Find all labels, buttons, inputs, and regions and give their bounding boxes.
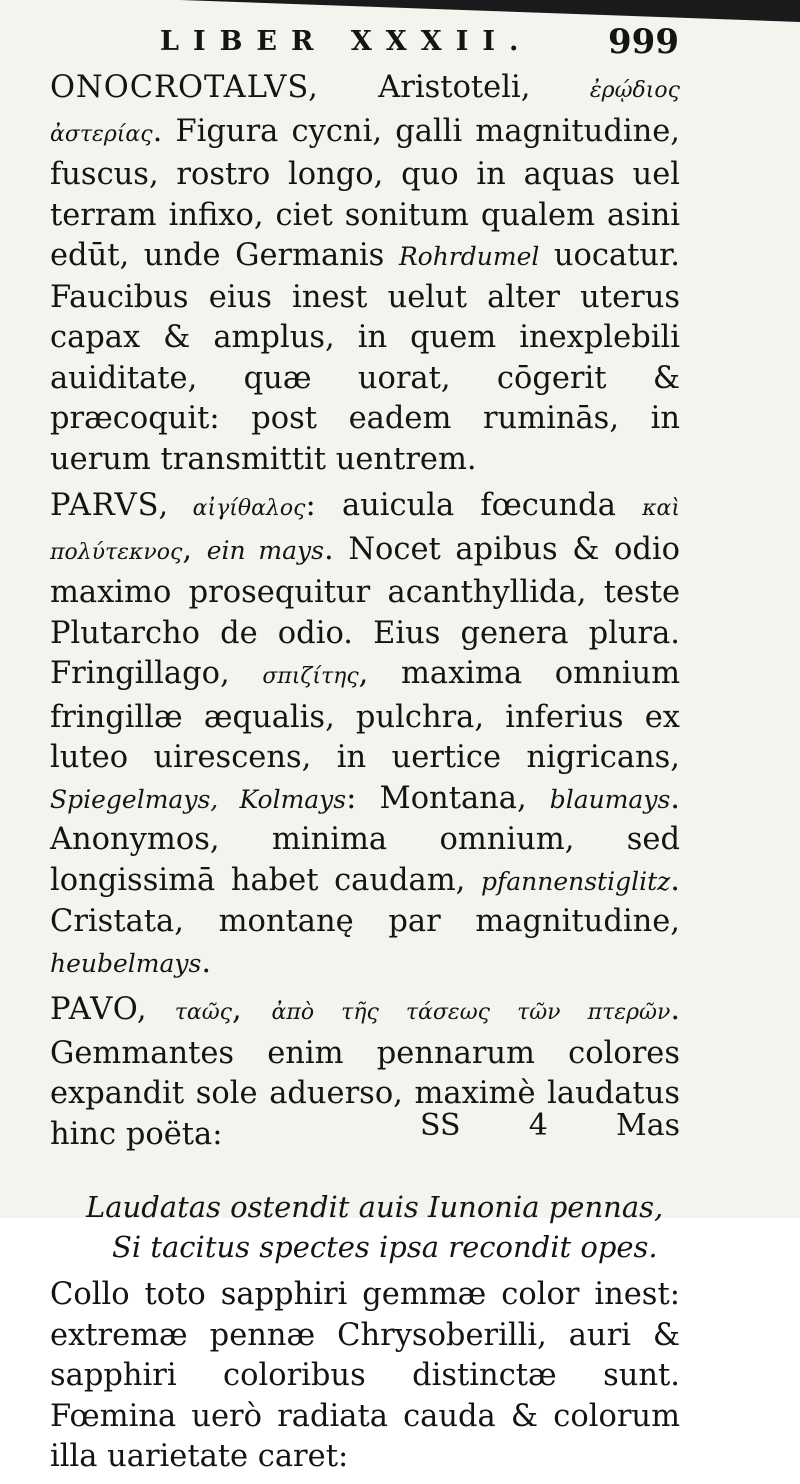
text-run: : auicula fœcunda	[305, 488, 643, 523]
verse-line: Si tacitus spectes ipsa recondit opes.	[112, 1230, 658, 1264]
running-title: LIBER XXXII.	[160, 26, 533, 57]
text-run: Aristoteli,	[318, 70, 590, 105]
main-text	[50, 68, 680, 1484]
vernacular-term: Rohrdumel	[398, 242, 540, 271]
entry-parus	[50, 486, 680, 984]
entry-pavo-continued	[50, 1275, 680, 1478]
lemma-parus: PARVS,	[50, 488, 170, 523]
page-footer	[420, 1108, 680, 1143]
lemma-onocrotalus: ONOCROTALVS,	[50, 70, 319, 105]
greek-term: ἀπὸ τῆς τάσεως τῶν πτερῶν	[271, 1000, 671, 1025]
greek-term: ταῶς	[147, 1000, 233, 1025]
text-run: . Nocet apibus & odio maximo prosequitur acanthyllida, teste Plutarcho de odio. Eius genera plura. Fringillago,	[50, 531, 681, 691]
text-run: .	[201, 944, 212, 980]
text-run: ,	[182, 531, 207, 567]
text-run: , maxima omnium fringillæ æqualis, pulchra, inferius ex luteo uirescens, in uertice nigricans,	[50, 656, 681, 775]
greek-term: καὶ πολύτεκνος	[50, 496, 680, 565]
greek-term: ἐρῴδιος ἀστερίας	[50, 78, 680, 147]
text-run: ,	[232, 992, 272, 1027]
scan-shadow	[180, 0, 800, 22]
catchword: Mas	[615, 1108, 680, 1143]
text-run: : Montana,	[346, 780, 550, 816]
verse-quotation	[86, 1187, 680, 1267]
greek-term: αἰγίθαλος	[169, 496, 306, 521]
text-run: . Cristata, montanę par magnitudine,	[50, 862, 680, 939]
verse-line: Laudatas ostendit auis Iunonia pennas,	[86, 1190, 664, 1224]
page-number: 999	[608, 22, 679, 62]
vernacular-term: pfannenstiglitz	[480, 866, 671, 896]
vernacular-term: ein mays	[206, 535, 325, 565]
text-run: Collo toto sapphiri gemmæ color inest: extremæ pennæ Chrysoberilli, auri & sapphiri coloribus distinctæ sunt. Fœmina uerò radiata cauda & colorum illa uarietate caret:	[50, 1277, 680, 1474]
vernacular-term: heubelmays	[50, 948, 202, 978]
text-run: uocatur. Faucibus eius inest uelut alter uterus capax & amplus, in quem inexplebili auiditate, quæ uorat, cōgerit & præcoquit: post eadem ruminās, in uerum transmittit uentrem.	[50, 238, 681, 477]
vernacular-term: Spiegelmays, Kolmays	[50, 784, 347, 814]
vernacular-term: blaumays	[549, 784, 671, 814]
text-run: . Gemmantes enim pennarum colores expandit sole aduerso, maximè laudatus hinc poëta:	[50, 992, 681, 1152]
text-run: . Anonymos, minima omnium, sed longissimā habet caudam,	[50, 780, 680, 898]
greek-term: σπιζίτης	[262, 664, 359, 689]
signature-mark: SS	[420, 1108, 461, 1143]
lemma-pavo: PAVO,	[50, 992, 148, 1027]
signature-number: 4	[528, 1108, 548, 1143]
text-run: . Figura cycni, galli magnitudine, fuscus, rostro longo, quo in aquas uel terram infixo, ciet sonitum qualem asini edūt, unde Germanis	[50, 113, 680, 273]
entry-onocrotalus	[50, 68, 680, 480]
